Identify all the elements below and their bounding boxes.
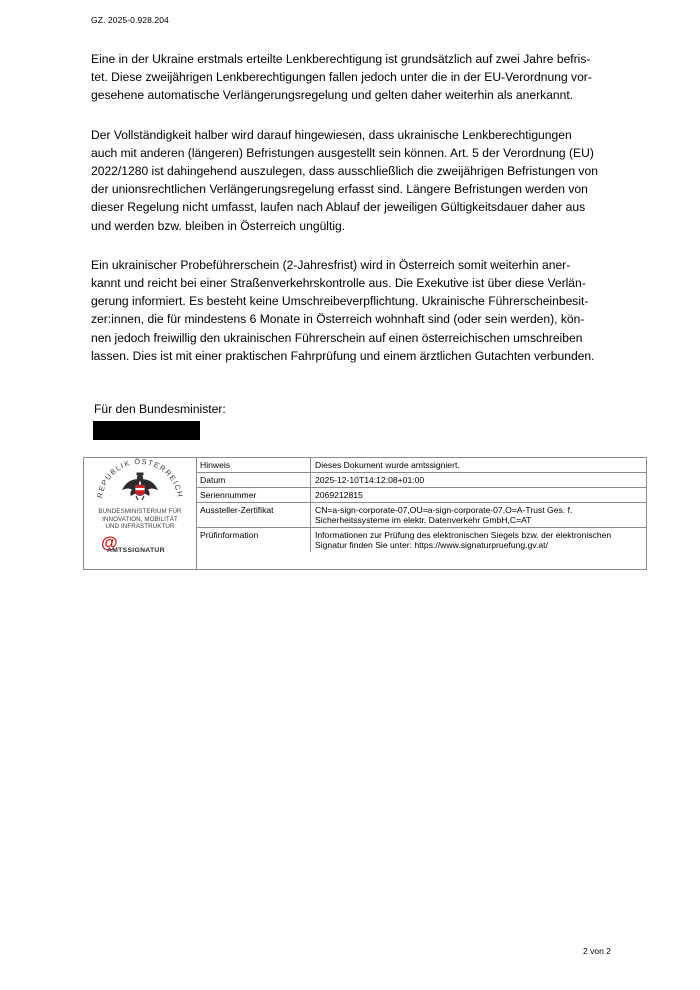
paragraph-other-durations: Der Vollständigkeit halber wird darauf hingewiesen, dass ukrainische Lenkberechtigungen auch mit anderen (längeren) Befristungen ausgestellt sein können. Art. 5 der Verordnung (EU) 2022/1280 ist dahingehend auszulegen, dass ausschließlich die zweijährigen Befristungen von der unionsrechtlichen Verlängerungsregelung erfasst sind. Längere Befristungen werden von dieser Regelung nicht umfasst, laufen nach Ablauf der jeweiligen Gültigkeitsdauer daher aus und werden bzw. bleiben in Österreich ungültig.: [91, 127, 598, 233]
paragraph-first-licence: Eine in der Ukraine erstmals erteilte Lenkberechtigung ist grundsätzlich auf zwei Jahre befris- tet. Diese zweijährigen Lenkberechtigungen fallen jedoch unter die in der EU-Verordnung vor- gesehene automatische Verlängerungsregelung und gelten daher weiterhin als anerkannt.: [91, 52, 592, 103]
signature-label-seriennummer: Seriennummer: [196, 488, 311, 503]
page-number: 2 von 2: [583, 946, 611, 956]
signoff-line: Für den Bundesminister:: [94, 402, 226, 416]
signature-label-datum: Datum: [196, 473, 311, 488]
signature-label-hinweis: Hinweis: [196, 458, 311, 473]
signature-value-hinweis: Dieses Dokument wurde amtssigniert.: [311, 458, 648, 473]
table-row: [196, 458, 647, 473]
official-signature-block: [83, 457, 647, 570]
signature-value-seriennummer: 2069212815: [311, 488, 648, 503]
at-sign-icon: @: [101, 533, 118, 552]
table-row: [196, 528, 647, 553]
seal-ministry-name: BUNDESMINISTERIUM FÜR INNOVATION, MOBILITÄT UND INFRASTRUKTUR: [98, 508, 182, 531]
signature-value-pruefinformation: Informationen zur Prüfung des elektronischen Siegels bzw. der elektronischen Signatur finden Sie unter: https://www.signaturpruefung.gv.at/: [315, 530, 612, 550]
document-reference-number: GZ. 2025-0.928.204: [91, 15, 169, 25]
eagle-coat-of-arms-icon: [122, 473, 158, 501]
amtssignatur-seal: [84, 458, 197, 569]
table-row: [196, 473, 647, 488]
signature-label-pruefinformation: Prüfinformation: [196, 528, 311, 553]
redacted-signature: [93, 421, 200, 440]
signature-label-aussteller: Aussteller-Zertifikat: [196, 503, 311, 528]
seal-amtssignatur-label: AMTSSIGNATUR: [107, 547, 165, 554]
paragraph-probationary-licence: Ein ukrainischer Probeführerschein (2-Jahresfrist) wird in Österreich somit weiterhin aner- kannt und reicht bei einer Straßenverkehrskontrolle aus. Die Exekutive ist über diese Verlän- gerung informiert. Es besteht keine Umschreibeverpflichtung. Ukrainische Führerscheinbesit- zer:innen, die für mindestens 6 Monate in Österreich wohnhaft sind (oder sein werden), kön- nen jedoch freiwillig den ukrainischen Führerschein auf einen österreichischen umschreiben lassen. Dies ist mit einer praktischen Fahrprüfung und einem ärztlichen Gutachten verbunden.: [91, 257, 595, 363]
letter-body: [91, 50, 609, 386]
table-row: [196, 503, 647, 528]
signature-value-datum: 2025-12-10T14:12:08+01:00: [311, 473, 648, 488]
seal-arc-textpath: REPUBLIK ÖSTERREICH: [95, 458, 185, 499]
signature-info-table: [196, 458, 647, 552]
table-row: [196, 488, 647, 503]
signature-value-aussteller: CN=a-sign-corporate-07,OU=a-sign-corporate-07,O=A-Trust Ges. f. Sicherheitssysteme im elektr. Datenverkehr GmbH,C=AT: [311, 503, 648, 528]
